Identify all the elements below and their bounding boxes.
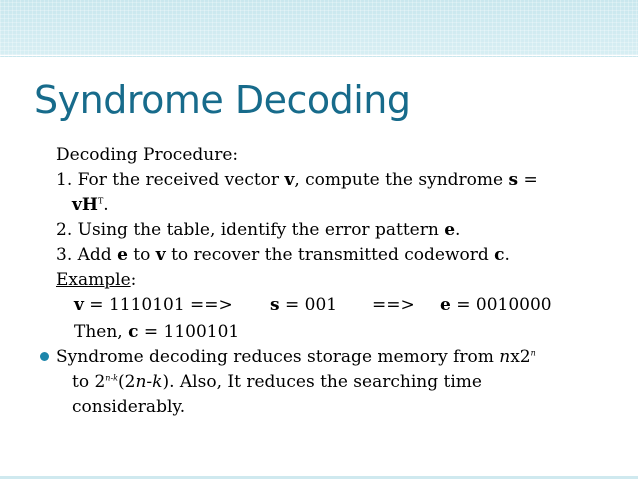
example-s: s = 001 — [270, 295, 338, 315]
slide-title: Syndrome Decoding — [34, 78, 411, 122]
bullet-item: Syndrome decoding reduces storage memory from nx2$^n$ — [40, 345, 631, 370]
example-label: Example: — [56, 270, 137, 290]
slide-body — [56, 143, 631, 420]
procedure-heading: Decoding Procedure: — [56, 145, 239, 165]
bullet-line-2: to 2$^{n-k}$(2n-k). Also, It reduces the searching time — [72, 372, 482, 392]
bullet-line-3: considerably. — [72, 397, 186, 417]
example-then: Then, c = 1100101 — [74, 322, 240, 342]
step-1: 1. For the received vector v, compute the syndrome s = — [56, 170, 538, 190]
example-row — [74, 293, 631, 320]
example-e: e = 0010000 — [440, 295, 552, 315]
step-3: 3. Add e to v to recover the transmitted codeword c. — [56, 245, 510, 265]
step-1-continued: $vH^T$. — [72, 195, 109, 215]
example-arrow: ==> — [372, 295, 415, 315]
step-2: 2. Using the table, identify the error pattern e. — [56, 220, 461, 240]
header-band — [0, 0, 638, 58]
example-v: v = 1110101 ==> — [74, 295, 233, 315]
bullet-dot-icon — [40, 352, 49, 361]
